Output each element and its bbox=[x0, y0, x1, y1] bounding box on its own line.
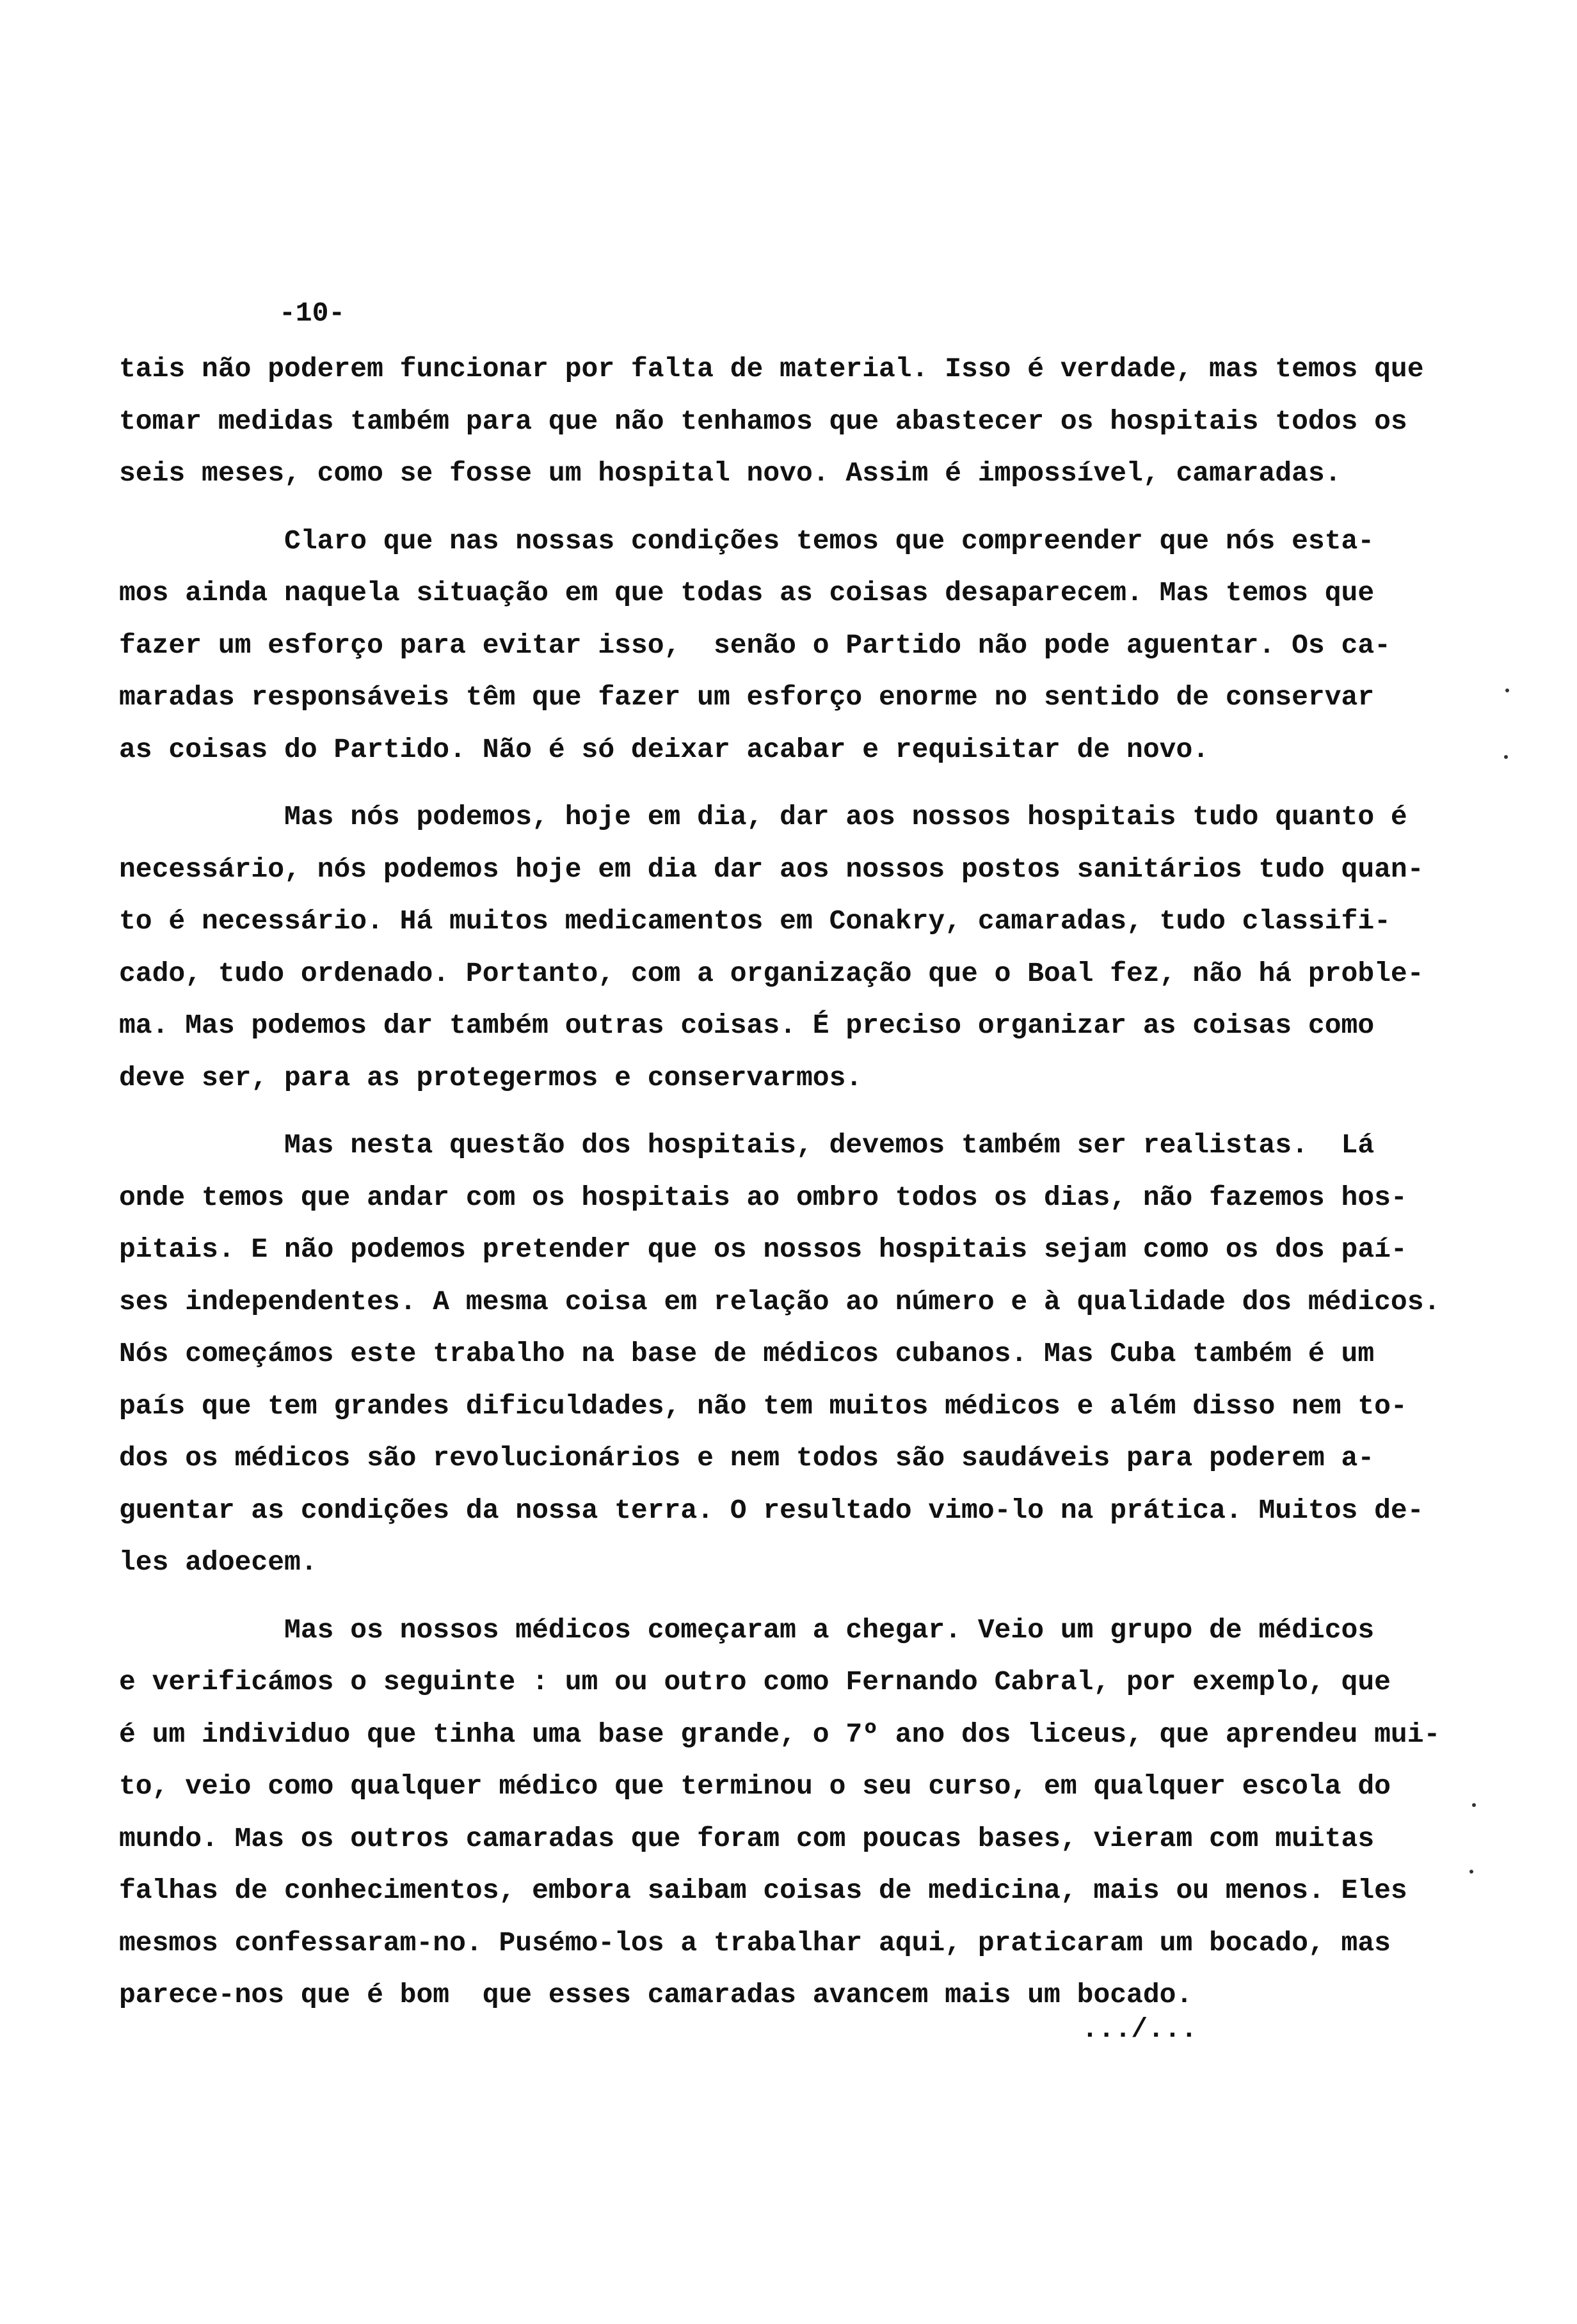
text-line: seis meses, como se fosse um hospital novo. Assim é impossível, camaradas. bbox=[119, 458, 1341, 489]
text-line: les adoecem. bbox=[119, 1547, 317, 1578]
text-line: falhas de conhecimentos, embora saibam coisas de medicina, mais ou menos. Eles bbox=[119, 1875, 1407, 1906]
text-line: e verificámos o seguinte : um ou outro como Fernando Cabral, por exemplo, que bbox=[119, 1666, 1391, 1698]
text-line: cado, tudo ordenado. Portanto, com a organização que o Boal fez, não há proble- bbox=[119, 957, 1424, 989]
document-body bbox=[119, 343, 1441, 2021]
text-line: ses independentes. A mesma coisa em relação ao número e à qualidade dos médicos. bbox=[119, 1285, 1441, 1317]
scan-speck bbox=[1472, 1803, 1476, 1807]
scan-speck bbox=[1504, 755, 1508, 759]
page-number: -10- bbox=[279, 298, 346, 329]
text-line: país que tem grandes dificuldades, não tem muitos médicos e além disso nem to- bbox=[119, 1390, 1407, 1422]
paragraph-3 bbox=[119, 791, 1437, 1104]
text-line: to, veio como qualquer médico que terminou o seu curso, em qualquer escola do bbox=[119, 1771, 1391, 1802]
text-line: ma. Mas podemos dar também outras coisas. É preciso organizar as coisas como bbox=[119, 1010, 1375, 1041]
text-line: mesmos confessaram-no. Pusémo-los a trabalhar aqui, praticaram um bocado, mas bbox=[119, 1927, 1391, 1959]
text-line: Mas nesta questão dos hospitais, devemos também ser realistas. Lá bbox=[119, 1129, 1375, 1161]
paragraph-4 bbox=[119, 1119, 1441, 1589]
text-line: mundo. Mas os outros camaradas que foram com poucas bases, vieram com muitas bbox=[119, 1822, 1375, 1854]
text-line: Nós começámos este trabalho na base de médicos cubanos. Mas Cuba também é um bbox=[119, 1338, 1375, 1369]
scan-speck bbox=[1469, 1870, 1473, 1874]
paragraph-1 bbox=[119, 343, 1437, 500]
continuation-mark: .../... bbox=[1082, 2014, 1197, 2045]
text-line: tais não poderem funcionar por falta de material. Isso é verdade, mas temos que bbox=[119, 353, 1424, 385]
text-line: pitais. E não podemos pretender que os nossos hospitais sejam como os dos paí- bbox=[119, 1234, 1407, 1265]
text-line: é um individuo que tinha uma base grande, o 7º ano dos liceus, que aprendeu mui- bbox=[119, 1718, 1441, 1750]
text-line: to é necessário. Há muitos medicamentos em Conakry, camaradas, tudo classifi- bbox=[119, 905, 1391, 937]
text-line: guentar as condições da nossa terra. O resultado vimo-lo na prática. Muitos de- bbox=[119, 1494, 1424, 1526]
paragraph-2 bbox=[119, 515, 1437, 776]
text-line: maradas responsáveis têm que fazer um esforço enorme no sentido de conservar bbox=[119, 681, 1375, 713]
paragraph-5 bbox=[119, 1604, 1441, 2021]
text-line: dos os médicos são revolucionários e nem todos são saudáveis para poderem a- bbox=[119, 1442, 1375, 1474]
text-line: parece-nos que é bom que esses camaradas avancem mais um bocado. bbox=[119, 1979, 1193, 2010]
text-line: fazer um esforço para evitar isso, senão o Partido não pode aguentar. Os ca- bbox=[119, 629, 1391, 661]
text-line: Claro que nas nossas condições temos que compreender que nós esta- bbox=[119, 525, 1375, 557]
text-line: necessário, nós podemos hoje em dia dar aos nossos postos sanitários tudo quan- bbox=[119, 853, 1424, 885]
text-line: mos ainda naquela situação em que todas as coisas desaparecem. Mas temos que bbox=[119, 577, 1375, 609]
text-line: onde temos que andar com os hospitais ao ombro todos os dias, não fazemos hos- bbox=[119, 1181, 1407, 1213]
text-line: Mas nós podemos, hoje em dia, dar aos nossos hospitais tudo quanto é bbox=[119, 801, 1407, 832]
text-line: Mas os nossos médicos começaram a chegar. Veio um grupo de médicos bbox=[119, 1614, 1375, 1646]
scan-speck bbox=[1505, 688, 1509, 692]
text-line: as coisas do Partido. Não é só deixar acabar e requisitar de novo. bbox=[119, 733, 1210, 765]
text-line: deve ser, para as protegermos e conservarmos. bbox=[119, 1062, 863, 1094]
text-line: tomar medidas também para que não tenhamos que abastecer os hospitais todos os bbox=[119, 405, 1407, 437]
